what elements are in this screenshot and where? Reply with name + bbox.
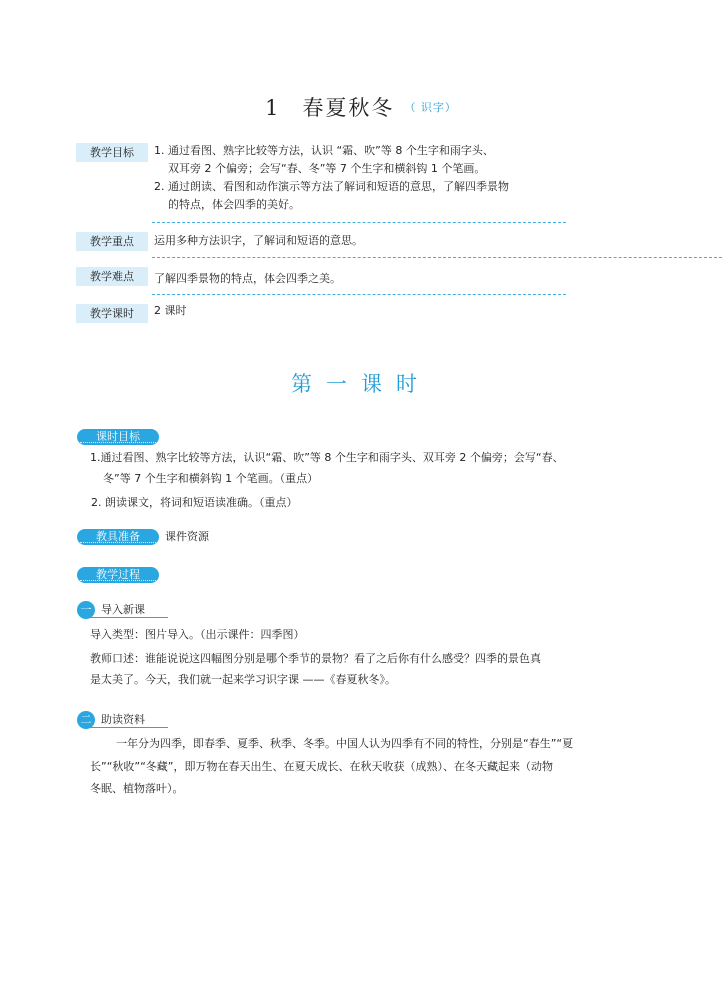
- lesson-name: 春夏秋冬: [302, 96, 395, 120]
- label-teaching-goals: 教学目标: [76, 143, 148, 162]
- section-title: 第一课时: [291, 372, 431, 396]
- divider: [152, 294, 566, 295]
- lesson-title: [0, 92, 722, 122]
- key-points-text: 运用多种方法识字，了解词和短语的意思。: [154, 234, 363, 247]
- teaching-aids-text: 课件资源: [165, 530, 209, 543]
- divider: [152, 257, 722, 258]
- teaching-goals-line-2: 双耳旁 2 个偏旁；会写“春、冬”等 7 个生字和横斜钩 1 个笔画。: [168, 162, 486, 175]
- pill-teaching-aids-label: 教具准备: [96, 530, 140, 543]
- step-1-line-1: 导入类型：图片导入。（出示课件：四季图）: [90, 628, 305, 641]
- step-number-badge: 二: [77, 711, 95, 729]
- step-1-line-3: 是太美了。今天，我们就一起来学习识字课 ——《春夏秋冬》。: [90, 673, 396, 686]
- step-1-line-2: 教师口述：谁能说说这四幅图分别是哪个季节的景物？看了之后你有什么感受？四季的景色真: [90, 652, 541, 665]
- step-heading: 导入新课: [101, 603, 145, 616]
- goal-line-1: 1.通过看图、熟字比较等方法，认识“霜、吹”等 8 个生字和雨字头、双耳旁 2 个偏旁；会写“春、: [90, 451, 564, 464]
- label-difficulties: 教学难点: [76, 267, 148, 286]
- lesson-number: 1: [265, 96, 281, 120]
- pill-lesson-goals-label: 课时目标: [96, 430, 140, 443]
- step-2-line-3: 冬眠、植物落叶）。: [90, 782, 184, 795]
- lesson-subtitle: （ 识字）: [404, 101, 457, 114]
- step-2-line-2: 长”“秋收”“冬藏”，即万物在春天出生、在夏天成长、在秋天收获（成熟）、在冬天藏起来（动物: [90, 760, 553, 773]
- goal-line-2: 冬”等 7 个生字和横斜钩 1 个笔画。（重点）: [103, 472, 319, 485]
- label-class-hours: 教学课时: [76, 304, 148, 323]
- pill-teaching-process: [77, 567, 159, 583]
- teaching-goals-line-3: 2. 通过朗读、看图和动作演示等方法了解词和短语的意思，了解四季景物: [154, 180, 509, 193]
- pill-teaching-aids: [77, 529, 159, 545]
- teaching-goals-line-1: 1. 通过看图、熟字比较等方法，认识 “霜、吹”等 8 个生字和雨字头、: [154, 144, 494, 157]
- difficulties-text: 了解四季景物的特点，体会四季之美。: [154, 272, 341, 285]
- pill-teaching-process-label: 教学过程: [96, 568, 140, 581]
- class-hours-text: 2 课时: [154, 304, 187, 317]
- divider: [152, 222, 566, 223]
- step-heading: 助读资料: [101, 713, 145, 726]
- step-2-line-1: 一年分为四季，即春季、夏季、秋季、冬季。中国人认为四季有不同的特性，分别是“春生”“夏: [116, 737, 574, 750]
- step-number-badge: 一: [77, 601, 95, 619]
- teaching-goals-line-4: 的特点，体会四季的美好。: [168, 198, 300, 211]
- goal-line-3: 2. 朗读课文，将词和短语读准确。（重点）: [91, 496, 298, 509]
- pill-lesson-goals: [77, 429, 159, 445]
- label-key-points: 教学重点: [76, 232, 148, 251]
